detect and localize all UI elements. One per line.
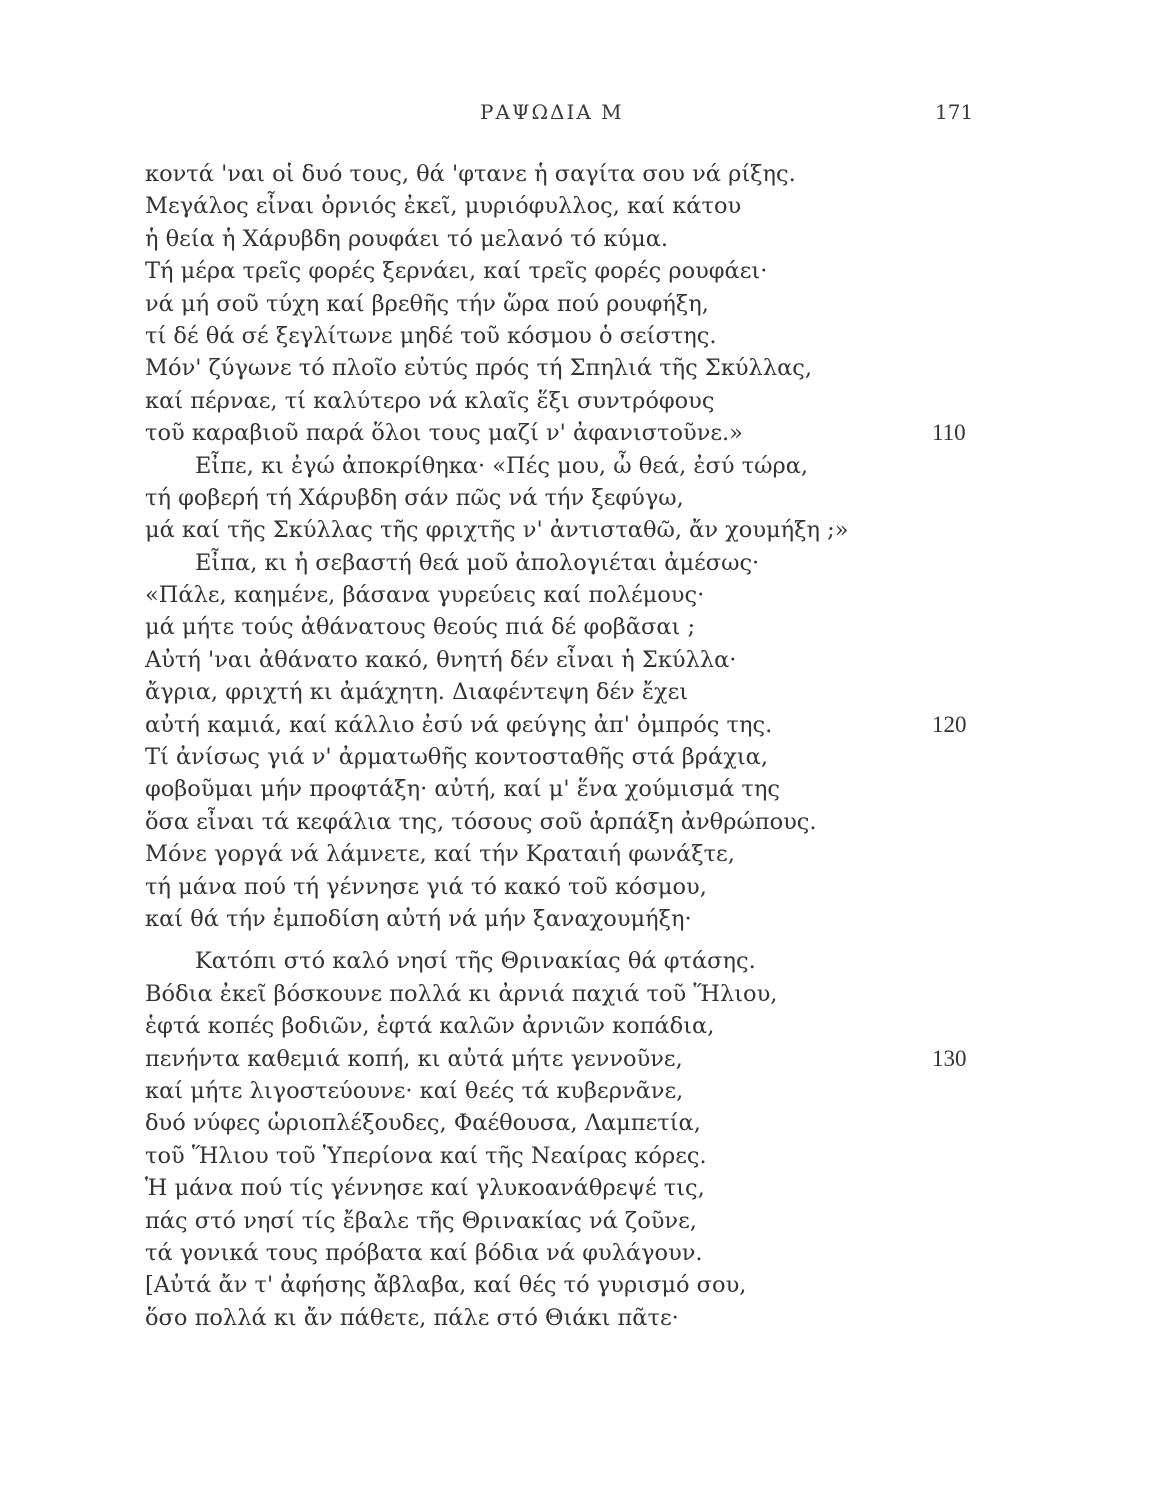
verse-text: κοντά 'ναι οἱ δυό τους, θά 'φτανε ἡ σαγίτα σου νά ρίξης.: [145, 161, 796, 187]
verse-text: τά γονικά τους πρόβατα καί βόδια νά φυλάγουν.: [145, 1239, 703, 1266]
verse-line: [145, 1140, 985, 1172]
verse-line: [145, 644, 985, 676]
verse-line: [145, 547, 985, 579]
verse-line: [145, 838, 985, 870]
verse-text: πάς στό νησί τίς ἔβαλε τῆς Θρινακίας νά ζοῦνε,: [145, 1207, 697, 1234]
verse-text: ἑφτά κοπές βοδιῶν, ἑφτά καλῶν ἀρνιῶν κοπάδια,: [145, 1013, 715, 1040]
verse-text: καί θά τήν ἐμποδίση αὐτή νά μήν ξαναχουμήξη·: [145, 905, 692, 932]
verse-line: [145, 903, 985, 935]
verse-text: ἡ θεία ἡ Χάρυβδη ρουφάει τό μελανό τό κύμα.: [145, 225, 669, 252]
verse-line: [145, 945, 985, 977]
verse-text: καί μήτε λιγοστεύουνε· καί θεές τά κυβερνᾶνε,: [145, 1077, 684, 1104]
verse-text: ἄγρια, φριχτή κι ἀμάχητη. Διαφέντεψη δέν ἔχει: [145, 679, 689, 706]
verse-text: νά μή σοῦ τύχη καί βρεθῆς τήν ὥρα πού ρουφήξη,: [145, 290, 709, 317]
verse-text: Ἡ μάνα πού τίς γέννησε καί γλυκοανάθρεψέ τις,: [145, 1175, 705, 1202]
verse-text: Τί ἀνίσως γιά ν' ἀρματωθῆς κοντοσταθῆς στά βράχια,: [145, 744, 769, 771]
verse-line: [145, 806, 985, 838]
verse-text: τί δέ θά σέ ξεγλίτωνε μηδέ τοῦ κόσμου ὁ σείστης.: [145, 322, 717, 349]
verse-line: [145, 1172, 985, 1204]
verse-text: πενήντα καθεμιά κοπή, κι αὐτά μήτε γεννοῦνε,: [145, 1045, 683, 1072]
verse-line: [145, 579, 985, 611]
verse-text: τή μάνα πού τή γέννησε γιά τό κακό τοῦ κόσμου,: [145, 873, 707, 900]
verse-line: [145, 352, 985, 384]
verse-line: [145, 385, 985, 417]
verse-text: καί πέρναε, τί καλύτερο νά κλαῖς ἕξι συντρόφους: [145, 387, 715, 414]
verse-line: [145, 158, 985, 190]
verse-line: [145, 871, 985, 903]
verse-text: Εἶπε, κι ἐγώ ἀποκρίθηκα· «Πές μου, ὦ θεά, ἐσύ τώρα,: [195, 452, 809, 479]
verse-text: «Πάλε, καημένε, βάσανα γυρεύεις καί πολέμους·: [145, 582, 705, 609]
verse-line: [145, 978, 985, 1010]
verse-text: τοῦ καραβιοῦ παρά ὅλοι τους μαζί ν' ἀφανιστοῦνε.»: [145, 420, 743, 447]
verse-line: [145, 676, 985, 708]
verse-text: ὅσο πολλά κι ἄν πάθετε, πάλε στό Θιάκι πᾶτε·: [145, 1304, 679, 1331]
verse-line: [145, 1237, 985, 1269]
verse-text: ὅσα εἶναι τά κεφάλια της, τόσους σοῦ ἁρπάξη ἀνθρώπους.: [145, 808, 817, 835]
verse-text: Εἶπα, κι ἡ σεβαστή θεά μοῦ ἀπολογιέται ἀμέσως·: [195, 549, 760, 576]
verse-line: [145, 741, 985, 773]
verse-line: [145, 1205, 985, 1237]
verse-block: [145, 158, 985, 1334]
verse-line: [145, 450, 985, 482]
verse-line: [145, 320, 985, 352]
line-number: 110: [932, 420, 966, 446]
verse-line: [145, 190, 985, 222]
verse-line: [145, 1107, 985, 1139]
verse-text: τοῦ Ἥλιου τοῦ Ὑπερίονα καί τῆς Νεαίρας κόρες.: [145, 1142, 707, 1169]
verse-text: αὐτή καμιά, καί κάλλιο ἐσύ νά φεύγης ἀπ' ὀμπρός της.: [145, 711, 773, 738]
verse-line: [145, 1269, 985, 1301]
verse-text: τή φοβερή τή Χάρυβδη σάν πῶς νά τήν ξεφύγω,: [145, 484, 684, 511]
verse-line: [145, 1010, 985, 1042]
verse-line: [145, 1043, 985, 1075]
verse-text: μά καί τῆς Σκύλλας τῆς φριχτῆς ν' ἀντισταθῶ, ἄν χουμήξη ;»: [145, 517, 849, 544]
verse-line: [145, 514, 985, 546]
running-head: [0, 100, 1160, 130]
verse-line: [145, 611, 985, 643]
verse-line: [145, 709, 985, 741]
verse-text: μά μήτε τούς ἀθάνατους θεούς πιά δέ φοβᾶσαι ;: [145, 614, 696, 641]
page-number: 171: [935, 100, 974, 124]
chapter-title: ΡΑΨΩΔΙΑ Μ: [480, 100, 624, 124]
verse-text: δυό νύφες ὡριοπλέξουδες, Φαέθουσα, Λαμπετία,: [145, 1110, 701, 1137]
verse-text: Βόδια ἐκεῖ βόσκουνε πολλά κι ἀρνιά παχιά τοῦ Ἥλιου,: [145, 980, 778, 1007]
verse-line: [145, 773, 985, 805]
line-number: 120: [932, 711, 967, 737]
verse-text: φοβοῦμαι μήν προφτάξη· αὐτή, καί μ' ἕνα χούμισμά της: [145, 776, 780, 803]
verse-line: [145, 1075, 985, 1107]
verse-text: [Αὐτά ἄν τ' ἀφήσης ἄβλαβα, καί θές τό γυρισμό σου,: [145, 1272, 747, 1299]
verse-line: [145, 223, 985, 255]
verse-text: Μεγάλος εἶναι ὀρνιός ἐκεῖ, μυριόφυλλος, καί κάτου: [145, 193, 742, 220]
verse-line: [145, 417, 985, 449]
line-number: 130: [932, 1045, 967, 1071]
verse-line: [145, 288, 985, 320]
verse-line: [145, 1302, 985, 1334]
verse-line: [145, 482, 985, 514]
verse-text: Αὐτή 'ναι ἀθάνατο κακό, θνητή δέν εἶναι ἡ Σκύλλα·: [145, 646, 737, 673]
verse-text: Μόνε γοργά νά λάμνετε, καί τήν Κραταιή φωνάξτε,: [145, 841, 735, 868]
verse-line: [145, 255, 985, 287]
verse-text: Μόν' ζύγωνε τό πλοῖο εὐτύς πρός τή Σπηλιά τῆς Σκύλλας,: [145, 355, 813, 382]
verse-text: Κατόπι στό καλό νησί τῆς Θρινακίας θά φτάσης.: [195, 948, 756, 975]
verse-text: Τή μέρα τρεῖς φορές ξερνάει, καί τρεῖς φορές ρουφάει·: [145, 258, 768, 285]
stanza-gap: [145, 935, 985, 945]
